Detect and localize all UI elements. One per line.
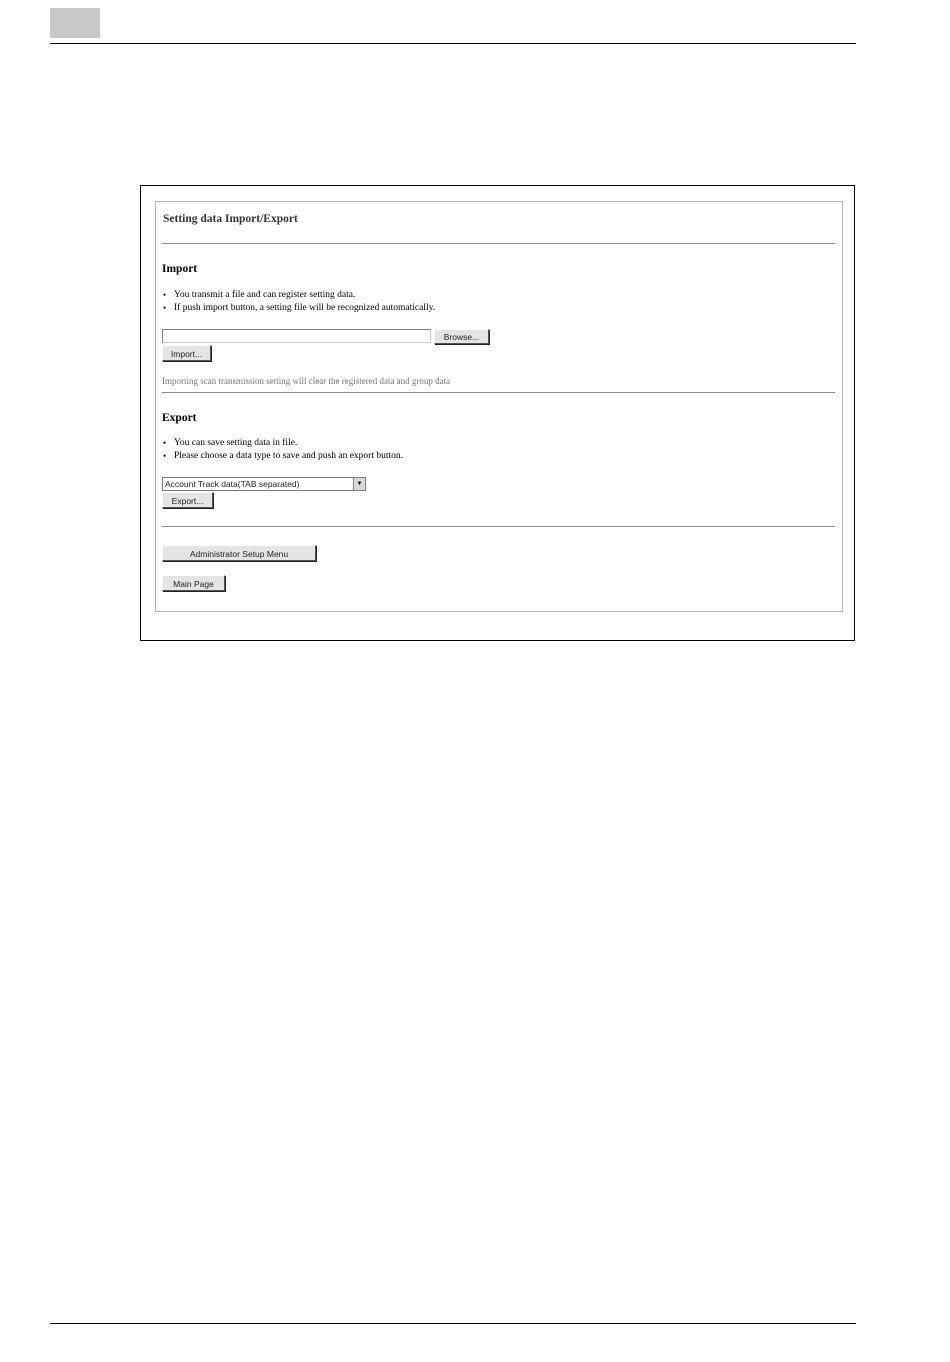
list-item: • If push import button, a setting file will be recognized automatically.: [163, 302, 435, 315]
chapter-tab-marker: [50, 8, 100, 38]
import-instructions: [163, 289, 435, 315]
import-heading: Import: [162, 263, 198, 275]
list-item: • Please choose a data type to save and push an export button.: [163, 450, 403, 463]
list-item: • You transmit a file and can register setting data.: [163, 289, 435, 302]
list-item: • You can save setting data in file.: [163, 437, 403, 450]
export-heading: Export: [162, 412, 197, 424]
page-title: Setting data Import/Export: [163, 213, 298, 225]
header-rule: [50, 43, 856, 44]
export-instructions: [163, 437, 403, 463]
data-type-selected-value: Account Track data(TAB separated): [165, 479, 300, 489]
settings-panel: [155, 201, 843, 612]
administrator-setup-menu-button[interactable]: Administrator Setup Menu: [162, 545, 316, 561]
divider: [162, 526, 835, 527]
footer-rule: [50, 1323, 856, 1324]
browse-button[interactable]: Browse...: [434, 329, 489, 344]
data-type-select[interactable]: [162, 477, 366, 491]
file-path-field[interactable]: [162, 329, 431, 343]
import-button[interactable]: Import...: [162, 345, 211, 361]
import-warning-note: Importing scan transmission setting will clear the registered data and group data: [162, 376, 451, 386]
chevron-down-icon[interactable]: ▼: [353, 478, 365, 490]
main-page-button[interactable]: Main Page: [162, 575, 225, 591]
divider: [162, 243, 835, 244]
divider: [162, 392, 835, 393]
export-button[interactable]: Export...: [162, 492, 213, 508]
